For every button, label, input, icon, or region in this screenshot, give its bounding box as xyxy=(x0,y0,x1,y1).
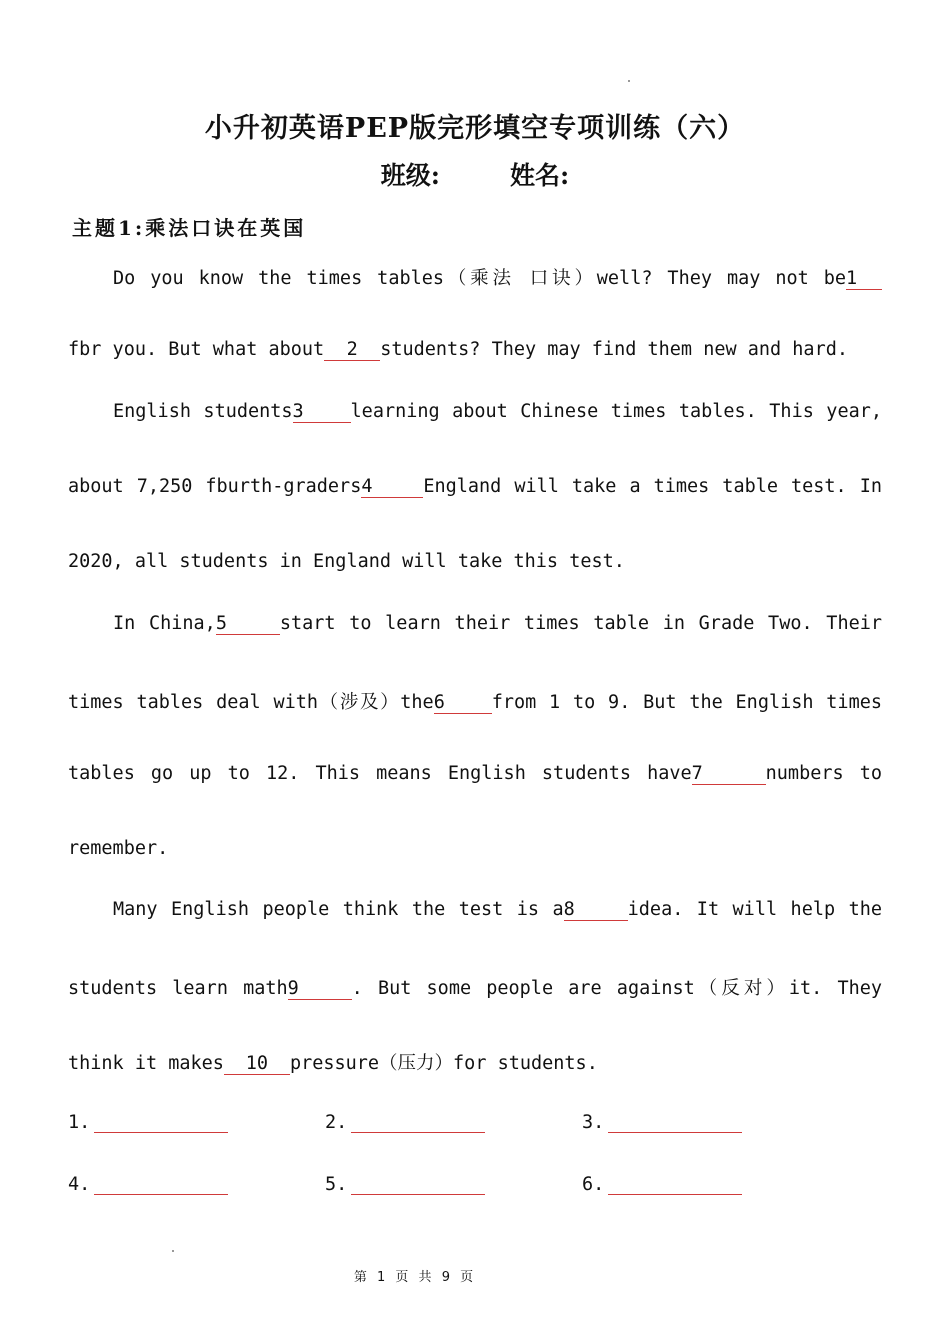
answer-line[interactable] xyxy=(608,1112,742,1133)
answer-line[interactable] xyxy=(94,1112,228,1133)
blank-4[interactable]: 4 xyxy=(361,477,423,498)
answer-4[interactable]: 4. xyxy=(68,1174,228,1195)
blank-10[interactable]: 10 xyxy=(224,1054,290,1075)
answer-1[interactable]: 1. xyxy=(68,1112,228,1133)
passage-line: remember. xyxy=(68,838,169,859)
passage-line: tables go up to 12. This means English students have7 numbers to xyxy=(68,763,882,784)
blank-8[interactable]: 8 xyxy=(564,900,628,921)
passage-line: fbr you. But what about 2 students? They may find them new and hard. xyxy=(68,339,848,360)
passage-line: Many English people think the test is a8 idea. It will help the xyxy=(113,899,882,920)
page-number: 第 1 页 共 9 页 xyxy=(353,1270,477,1285)
student-info xyxy=(0,156,950,192)
answer-2[interactable]: 2. xyxy=(325,1112,485,1133)
blank-6[interactable]: 6 xyxy=(434,693,492,714)
blank-2[interactable]: 2 xyxy=(324,340,380,361)
passage-line: 2020, all students in England will take this test. xyxy=(68,551,625,572)
blank-5[interactable]: 5 xyxy=(216,614,280,635)
passage-line: about 7,250 fburth-graders4 England will take a times table test. In xyxy=(68,476,882,497)
answer-line[interactable] xyxy=(608,1174,742,1195)
speck xyxy=(172,1250,174,1252)
speck xyxy=(628,80,630,82)
blank-7[interactable]: 7 xyxy=(692,764,766,785)
answer-3[interactable]: 3. xyxy=(582,1112,742,1133)
section-heading: 主题1:乘法口诀在英国 xyxy=(72,216,307,240)
blank-9[interactable]: 9 xyxy=(288,979,352,1000)
answer-line[interactable] xyxy=(351,1174,485,1195)
passage-line: times tables deal with（涉及）the6 from 1 to 9. But the English times xyxy=(68,692,882,713)
answer-6[interactable]: 6. xyxy=(582,1174,742,1195)
passage-line: Do you know the times tables（乘法 口诀）well? They may not be1 xyxy=(68,264,882,290)
class-label: 班级: xyxy=(380,161,440,190)
passage-line: English students3 learning about Chinese times tables. This year, xyxy=(113,401,882,422)
answer-5[interactable]: 5. xyxy=(325,1174,485,1195)
page-title: 小升初英语PEP版完形填空专项训练（六） xyxy=(204,113,746,144)
blank-3[interactable]: 3 xyxy=(293,402,351,423)
passage-line: In China,5 start to learn their times table in Grade Two. Their xyxy=(113,613,882,634)
answer-line[interactable] xyxy=(94,1174,228,1195)
name-label: 姓名: xyxy=(510,161,570,190)
passage-line: think it makes 10 pressure（压力）for students. xyxy=(68,1053,598,1074)
answer-line[interactable] xyxy=(351,1112,485,1133)
passage-line: students learn math9 . But some people are against（反对）it. They xyxy=(68,978,883,999)
blank-1[interactable]: 1 xyxy=(846,269,882,290)
